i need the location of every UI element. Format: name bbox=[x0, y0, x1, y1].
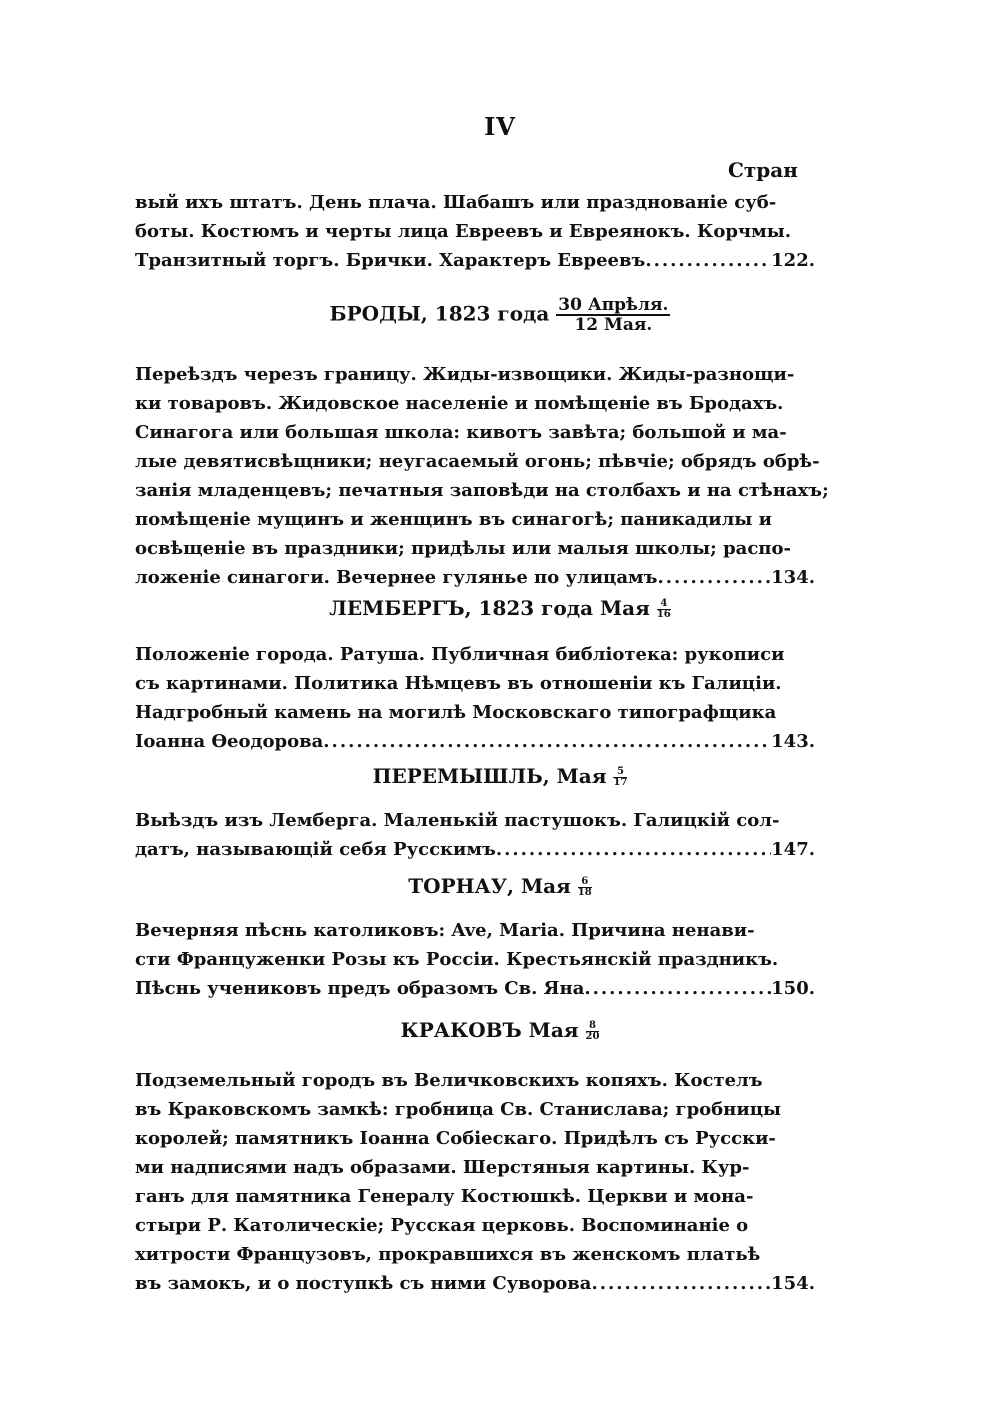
entry-text: въ замокъ, и о поступкѣ съ ними Суворова bbox=[135, 1273, 592, 1294]
text-line: Надгробный камень на могилѣ Московскаго типографщика bbox=[135, 702, 777, 723]
text-line: ганъ для памятника Генералу Костюшкѣ. Церкви и мона- bbox=[135, 1186, 754, 1207]
section-heading-brody bbox=[0, 296, 1000, 334]
date-fraction bbox=[613, 767, 627, 788]
text-line: королей; памятникъ Іоанна Собіескаго. Придѣлъ съ Русски- bbox=[135, 1128, 776, 1149]
date-fraction bbox=[578, 877, 592, 898]
text-line: Вечерняя пѣснь католиковъ: Ave, Maria. Причина ненави- bbox=[135, 920, 755, 941]
page-ref: 154. bbox=[771, 1273, 815, 1294]
text-line: помѣщеніе мущинъ и женщинъ въ синагогѣ; паникадилы и bbox=[135, 509, 772, 530]
date-fraction bbox=[586, 1021, 600, 1042]
page-ref: 147. bbox=[771, 839, 815, 860]
text-line: Выѣздъ изъ Лемберга. Маленькій пастушокъ. Галицкій сол- bbox=[135, 810, 780, 831]
date-fraction bbox=[657, 599, 671, 620]
page-ref: 143. bbox=[771, 731, 815, 752]
leader-dots bbox=[591, 1269, 771, 1298]
section-body-krakov bbox=[135, 1066, 815, 1298]
text-line: ки товаровъ. Жидовское населеніе и помѣщеніе въ Бродахъ. bbox=[135, 393, 784, 414]
section-body-lemberg bbox=[135, 640, 815, 756]
section-title: КРАКОВЪ Мая bbox=[400, 1018, 579, 1042]
text-line: стыри Р. Католическіе; Русская церковь. Воспоминаніе о bbox=[135, 1215, 749, 1236]
text-line: Положеніе города. Ратуша. Публичная библіотека: рукописи bbox=[135, 644, 785, 665]
section-body-brody bbox=[135, 360, 829, 592]
date-denominator: 20 bbox=[585, 1031, 600, 1042]
section-heading-lemberg bbox=[0, 596, 1000, 620]
text-line: хитрости Французовъ, прокравшихся въ женскомъ платьѣ bbox=[135, 1244, 761, 1265]
text-line: вый ихъ штатъ. День плача. Шабашъ или празднованіе суб- bbox=[135, 192, 777, 213]
intro-block bbox=[135, 188, 815, 275]
section-heading-peremyshl bbox=[0, 764, 1000, 788]
date-numerator: 30 Апрѣля. bbox=[558, 295, 669, 315]
page-ref: 122. bbox=[771, 250, 815, 271]
date-numerator: 8 bbox=[586, 1021, 600, 1032]
text-line: ми надписями надъ образами. Шерстяныя картины. Кур- bbox=[135, 1157, 750, 1178]
page-number: IV bbox=[484, 112, 516, 141]
toc-entry-line bbox=[135, 246, 815, 275]
date-numerator: 5 bbox=[613, 767, 627, 778]
leader-dots bbox=[323, 727, 771, 756]
leader-dots bbox=[657, 563, 771, 592]
toc-entry-line bbox=[135, 727, 815, 756]
date-denominator: 17 bbox=[613, 777, 628, 788]
toc-entry-line bbox=[135, 563, 815, 592]
text-line: освѣщеніе въ праздники; придѣлы или малыя школы; распо- bbox=[135, 538, 791, 559]
text-line: Синагога или большая школа: кивотъ завѣта; большой и ма- bbox=[135, 422, 787, 443]
date-denominator: 12 Мая. bbox=[574, 315, 653, 335]
toc-entry-line bbox=[135, 835, 815, 864]
entry-text: Пѣснь учениковъ предъ образомъ Св. Яна bbox=[135, 978, 585, 999]
toc-entry-line bbox=[135, 974, 815, 1003]
section-title: БРОДЫ, 1823 года bbox=[329, 301, 550, 326]
text-line: лые девятисвѣщники; неугасаемый огонь; пѣвчіе; обрядъ обрѣ- bbox=[135, 451, 820, 472]
text-line: Переѣздъ черезъ границу. Жиды-извощики. Жиды-разнощи- bbox=[135, 364, 795, 385]
text-line: въ Краковскомъ замкѣ: гробница Св. Станислава; гробницы bbox=[135, 1099, 782, 1120]
section-title: ЛЕМБЕРГЪ, 1823 года Мая bbox=[329, 596, 650, 620]
text-line: сти Француженки Розы къ Россіи. Крестьянскій праздникъ. bbox=[135, 949, 779, 970]
leader-dots bbox=[496, 835, 771, 864]
entry-text: Іоанна Ѳеодорова bbox=[135, 731, 324, 752]
section-heading-tornau bbox=[0, 874, 1000, 898]
section-body-tornau bbox=[135, 916, 815, 1003]
section-heading-krakov bbox=[0, 1018, 1000, 1042]
section-body-peremyshl bbox=[135, 806, 815, 864]
toc-entry-line bbox=[135, 1269, 815, 1298]
text-line: Подземельный городъ въ Величковскихъ копяхъ. Костелъ bbox=[135, 1070, 763, 1091]
entry-text: датъ, называющій себя Русскимъ bbox=[135, 839, 496, 860]
section-title: ТОРНАУ, Мая bbox=[408, 874, 571, 898]
date-numerator: 4 bbox=[657, 599, 671, 610]
date-fraction bbox=[556, 296, 670, 334]
page-ref: 134. bbox=[771, 567, 815, 588]
entry-text: Транзитный торгъ. Брички. Характеръ Евреевъ bbox=[135, 250, 646, 271]
section-title: ПЕРЕМЫШЛЬ, Мая bbox=[372, 764, 607, 788]
text-line: боты. Костюмъ и черты лица Евреевъ и Евреянокъ. Корчмы. bbox=[135, 221, 792, 242]
entry-text: ложеніе синагоги. Вечернее гулянье по улицамъ bbox=[135, 567, 658, 588]
date-denominator: 18 bbox=[577, 887, 592, 898]
leader-dots bbox=[584, 974, 771, 1003]
text-line: съ картинами. Политика Нѣмцевъ въ отношеніи къ Галиціи. bbox=[135, 673, 782, 694]
column-label: Стран bbox=[728, 158, 798, 182]
page-ref: 150. bbox=[771, 978, 815, 999]
date-denominator: 16 bbox=[656, 609, 671, 620]
text-line: занія младенцевъ; печатныя заповѣди на столбахъ и на стѣнахъ; bbox=[135, 480, 829, 501]
date-numerator: 6 bbox=[578, 877, 592, 888]
leader-dots bbox=[645, 246, 771, 275]
